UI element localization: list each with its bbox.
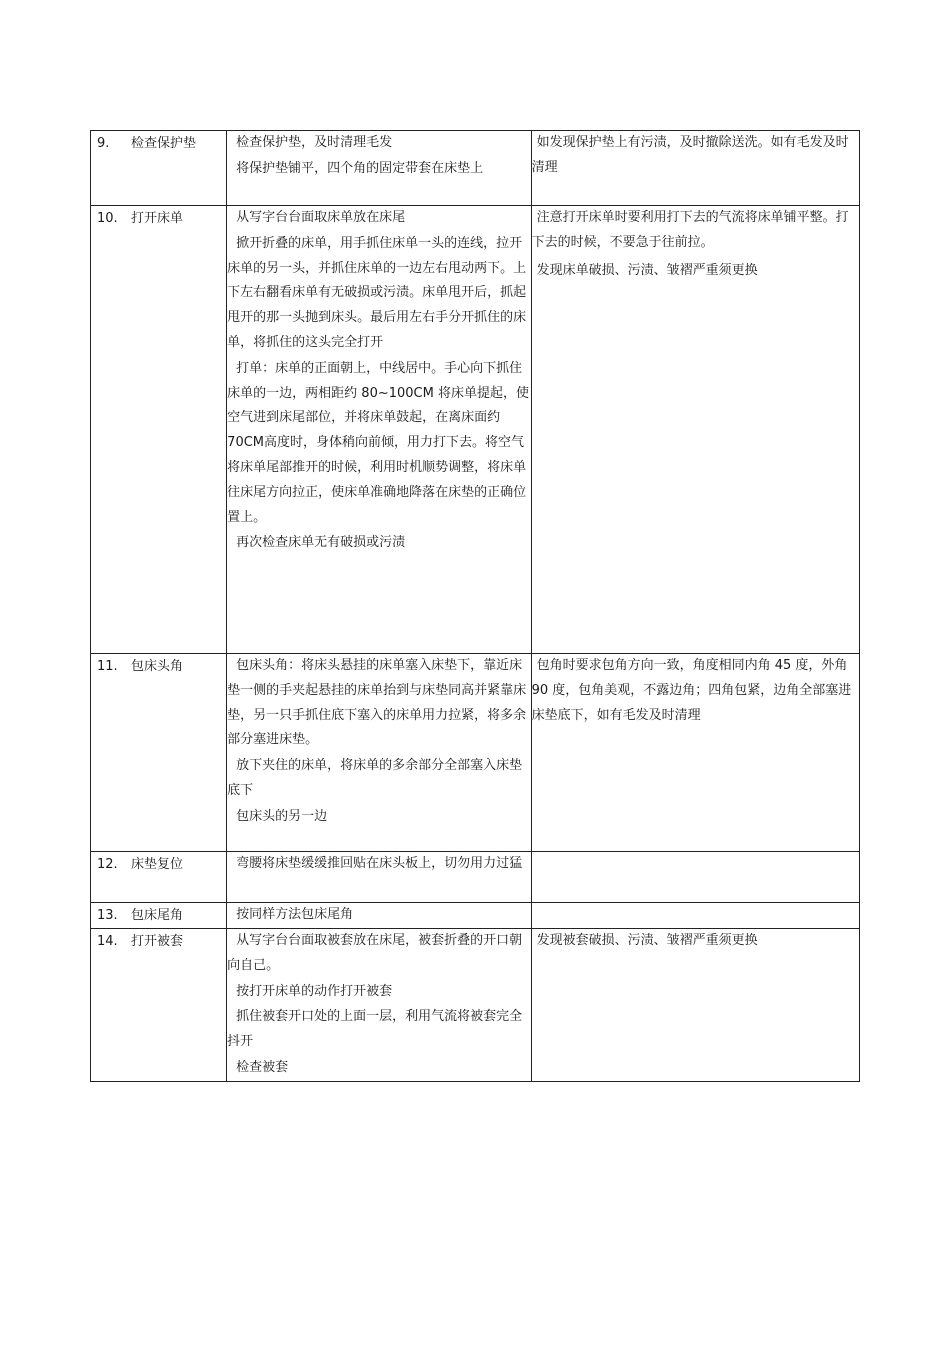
step-cell [91,929,227,1082]
procedure-text: 按同样方法包床尾角 [236,907,354,922]
step-title: 包床尾角 [131,908,184,923]
procedure-cell [227,131,531,206]
procedure-text: 检查保护垫，及时清理毛发 [236,135,393,150]
step-number: 13. [97,908,118,923]
table-row [91,654,860,852]
table-row [91,206,860,654]
step-number: 14. [97,934,118,949]
notes-text: 发现被套破损、污渍、皱褶严重须更换 [536,933,758,948]
procedure-text: 将保护垫铺平，四个角的固定带套在床垫上 [236,160,484,176]
procedure-cell [227,852,531,903]
procedure-text: 从写字台台面取床单放在床尾 [236,210,406,225]
notes-cell [531,654,859,852]
step-title: 检查保护垫 [131,136,197,151]
procedure-text: 抓住被套开口处的上面一层，利用气流将被套完全抖开 [227,1009,523,1050]
notes-cell [531,131,859,206]
step-title: 包床头角 [131,659,184,674]
table-row [91,929,860,1082]
step-cell [91,903,227,929]
procedure-text: 从写字台台面取被套放在床尾，被套折叠的开口朝向自己。 [227,933,523,973]
step-number: 12. [97,857,118,872]
procedure-text: 检查被套 [236,1059,289,1075]
step-cell [91,654,227,852]
notes-cell [531,852,859,903]
step-number: 11. [97,659,118,674]
notes-text: 注意打开床单时要利用打下去的气流将床单铺平整。打下去的时候，不要急于往前拉。 [531,210,849,250]
procedure-cell [227,929,531,1082]
notes-cell [531,929,859,1082]
step-title: 打开床单 [131,211,184,226]
procedure-cell [227,206,531,654]
step-number: 10. [97,211,118,226]
table-row [91,852,860,903]
step-title: 床垫复位 [131,857,184,872]
procedure-text: 弯腰将床垫缓缓推回贴在床头板上，切勿用力过猛 [236,856,523,871]
notes-cell [531,903,859,929]
notes-text: 包角时要求包角方向一致，角度相同内角 45 度，外角 90 度，包角美观，不露边角；四角包紧，边角全部塞进床垫底下，如有毛发及时清理 [531,658,852,723]
table-row [91,131,860,206]
procedure-cell [227,903,531,929]
procedure-table [90,130,860,1082]
procedure-text: 包床头角：将床头悬挂的床单塞入床垫下，靠近床垫一侧的手夹起悬挂的床单抬到与床垫同高并紧靠床垫，另一只手抓住底下塞入的床单用力拉紧，将多余部分塞进床垫。 [227,658,527,748]
procedure-text: 按打开床单的动作打开被套 [236,983,393,999]
procedure-text: 掀开折叠的床单，用手抓住床单一头的连线，拉开床单的另一头，并抓住床单的一边左右甩动两下。上下左右翻看床单有无破损或污渍。床单甩开后，抓起甩开的那一头抛到床头。最后用左右手分开抓住的床单，将抓住的这头完全打开 [227,235,527,350]
notes-cell [531,206,859,654]
procedure-text: 放下夹住的床单，将床单的多余部分全部塞入床垫底下 [227,758,523,798]
step-cell [91,852,227,903]
step-title: 打开被套 [131,934,184,949]
step-number: 9. [97,136,110,151]
procedure-text: 再次检查床单无有破损或污渍 [236,535,406,551]
notes-text: 如发现保护垫上有污渍，及时撤除送洗。如有毛发及时清理 [531,135,849,175]
table-row [91,903,860,929]
step-cell [91,206,227,654]
procedure-text: 包床头的另一边 [236,808,328,824]
procedure-cell [227,654,531,852]
notes-text: 发现床单破损、污渍、皱褶严重须更换 [536,262,758,278]
step-cell [91,131,227,206]
procedure-text: 打单：床单的正面朝上，中线居中。手心向下抓住床单的一边，两相距约 80~100CM 将床单提起，使空气进到床尾部位，并将床单鼓起，在离床面约 70CM高度时，身体稍向前倾，用力打下去。将空气将床单尾部推开的时候，利用时机顺势调整，将床单往床尾方向拉正，使床单准确地降落在床垫的正确位置上。 [227,360,529,525]
